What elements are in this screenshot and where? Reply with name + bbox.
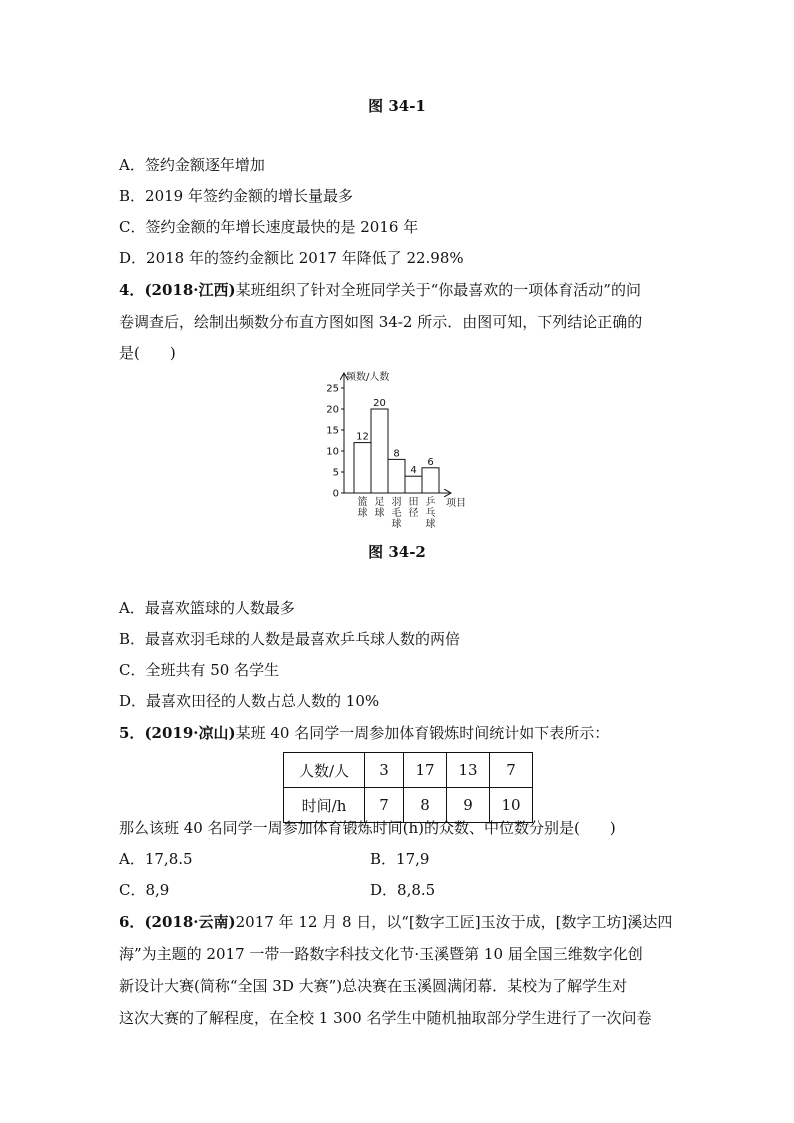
q4-option-a: A．最喜欢篮球的人数最多 [119, 599, 295, 617]
question-5-line1 [119, 723, 609, 743]
category-label-char: 球 [425, 519, 436, 530]
y-tick-label: 0 [332, 488, 339, 500]
bar [354, 443, 371, 493]
q3-option-d: D．2018 年的签约金额比 2017 年降低了 22.98% [119, 249, 464, 267]
table-cell: 17 [404, 753, 447, 788]
category-label-char: 毛 [391, 508, 402, 519]
category-label-char: 径 [408, 508, 419, 519]
category-label-char: 篮 [357, 497, 368, 508]
y-tick-label: 15 [326, 425, 339, 437]
data-label: 12 [356, 431, 369, 443]
question-text: 2017 年 12 月 8 日，以“[数字工匠]玉汝于成，[数字工坊]溪达四 [235, 913, 673, 931]
category-label-char: 球 [374, 508, 385, 519]
question-5-line2: 那么该班 40 名同学一周参加体育锻炼时间(h)的众数、中位数分别是( ) [119, 819, 616, 837]
question-text: 某班组织了针对全班同学关于“你最喜欢的一项体育活动”的问 [235, 281, 641, 299]
q3-option-a: A．签约金额逐年增加 [119, 156, 265, 174]
question-number: 6． [119, 913, 145, 931]
q5-option-b: B．17,9 [370, 850, 430, 868]
figure-34-1-caption: 图 34-1 [368, 97, 426, 115]
data-label: 8 [393, 448, 400, 460]
table-cell: 7 [490, 753, 533, 788]
question-4-line1 [119, 280, 641, 300]
y-axis-label: 频数/人数 [346, 372, 390, 383]
category-label-char: 球 [357, 508, 368, 519]
question-number: 4． [119, 281, 145, 299]
table-row-header: 人数/人 [284, 753, 365, 788]
question-source: (2018·云南) [144, 913, 236, 931]
question-source: (2018·江西) [144, 281, 236, 299]
question-6-line1 [119, 912, 672, 932]
figure-34-2-caption: 图 34-2 [368, 543, 426, 561]
table-cell: 3 [365, 753, 404, 788]
bar [405, 476, 422, 493]
question-6-line2: 海”为主题的 2017 一带一路数字科技文化节·玉溪暨第 10 届全国三维数字化创 [119, 945, 643, 963]
x-axis-label: 项目 [446, 498, 466, 509]
table-cell: 10 [490, 788, 533, 823]
bar [388, 459, 405, 493]
question-source: (2019·凉山) [144, 724, 236, 742]
q3-option-c: C．签约金额的年增长速度最快的是 2016 年 [119, 218, 419, 236]
category-label-char: 乓 [425, 508, 436, 519]
q5-option-a: A．17,8.5 [119, 850, 193, 868]
exercise-time-table [283, 752, 533, 823]
category-label-char: 球 [391, 519, 402, 530]
q5-option-c: C．8,9 [119, 881, 170, 899]
category-label-char: 足 [374, 497, 385, 508]
category-label-char: 田 [408, 497, 419, 508]
question-number: 5． [119, 724, 145, 742]
y-tick-label: 20 [326, 404, 339, 416]
y-tick-label: 10 [326, 446, 339, 458]
table-row-header: 时间/h [284, 788, 365, 823]
question-4-line2: 卷调查后，绘制出频数分布直方图如图 34-2 所示．由图可知，下列结论正确的 [119, 313, 643, 331]
table-cell: 7 [365, 788, 404, 823]
table-cell: 8 [404, 788, 447, 823]
table-row [284, 753, 533, 788]
q4-option-c: C．全班共有 50 名学生 [119, 661, 280, 679]
category-label-char: 羽 [391, 497, 402, 508]
q3-option-b: B．2019 年签约金额的增长量最多 [119, 187, 353, 205]
table-cell: 9 [447, 788, 490, 823]
question-text: 某班 40 名同学一周参加体育锻炼时间统计如下表所示： [235, 724, 610, 742]
table-cell: 13 [447, 753, 490, 788]
data-label: 20 [373, 398, 386, 409]
data-label: 6 [427, 456, 434, 468]
y-tick-label: 5 [332, 467, 339, 479]
data-label: 4 [410, 465, 417, 477]
q4-option-d: D．最喜欢田径的人数占总人数的 10% [119, 692, 380, 710]
bar [422, 468, 439, 493]
y-tick-label: 25 [326, 383, 339, 395]
question-4-line3: 是( ) [119, 344, 176, 362]
q5-option-d: D．8,8.5 [370, 881, 436, 899]
bar [371, 409, 388, 493]
q4-option-b: B．最喜欢羽毛球的人数是最喜欢乒乓球人数的两倍 [119, 630, 461, 648]
question-6-line3: 新设计大赛(简称“全国 3D 大赛”)总决赛在玉溪圆满闭幕．某校为了解学生对 [119, 977, 628, 995]
category-label-char: 乒 [425, 497, 436, 508]
question-6-line4: 这次大赛的了解程度，在全校 1 300 名学生中随机抽取部分学生进行了一次问卷 [119, 1009, 652, 1027]
histogram-chart [310, 366, 490, 536]
